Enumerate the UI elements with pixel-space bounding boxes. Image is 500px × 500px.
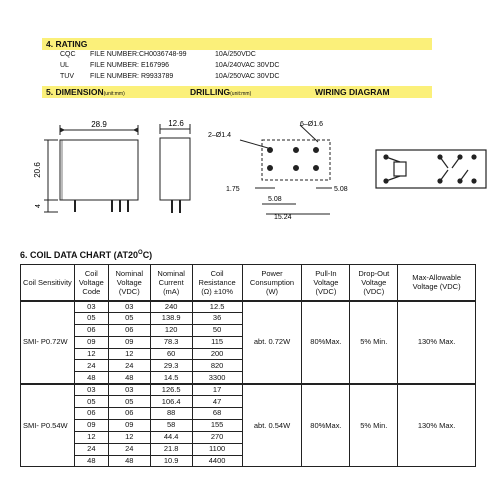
rating-spec: 10A/250VAC 30VDC	[215, 73, 280, 80]
coil-data-cell: 270	[192, 431, 242, 443]
coil-data-cell: 09	[74, 336, 108, 348]
coil-data-cell: 05	[74, 312, 108, 324]
coil-header-cell: Drop-Out Voltage (VDC)	[350, 265, 398, 301]
coil-header-cell: Coil Sensitivity	[21, 265, 75, 301]
coil-data-cell: 12	[74, 348, 108, 360]
coil-data-cell: 48	[108, 455, 150, 467]
dim-175-label: 1.75	[226, 186, 240, 193]
rating-agency: TUV	[60, 73, 74, 80]
coil-data-cell: 155	[192, 419, 242, 431]
relay-front-view	[44, 125, 138, 212]
dim-hole-large-label: 6–Ø1.6	[300, 121, 323, 128]
dim-width-label: 28.9	[91, 120, 107, 129]
rating-file: FILE NUMBER: E167996	[90, 62, 169, 69]
coil-data-cell: 240	[150, 301, 192, 313]
drop-out-voltage-cell: 5% Min.	[350, 301, 398, 384]
rating-heading-band	[42, 38, 432, 50]
coil-data-table	[20, 264, 476, 467]
coil-title-degree: O	[138, 250, 143, 256]
coil-data-cell: 120	[150, 324, 192, 336]
coil-header-row	[21, 265, 476, 301]
coil-data-cell: 06	[108, 324, 150, 336]
power-consumption-cell: abt. 0.72W	[242, 301, 302, 384]
coil-data-cell: 09	[108, 419, 150, 431]
coil-data-cell: 126.5	[150, 384, 192, 396]
coil-data-cell: 48	[108, 372, 150, 384]
dim-pin-label: 4	[35, 204, 42, 208]
coil-data-cell: 06	[108, 408, 150, 420]
coil-data-cell: 50	[192, 324, 242, 336]
coil-data-cell: 05	[108, 396, 150, 408]
coil-data-cell: 820	[192, 360, 242, 372]
coil-data-cell: 78.3	[150, 336, 192, 348]
coil-data-cell: 12.5	[192, 301, 242, 313]
coil-chart-title	[20, 250, 152, 260]
coil-table-body	[21, 301, 476, 467]
coil-title-text: 6. COIL DATA CHART (AT20	[20, 250, 139, 260]
rating-spec: 10A/240VAC 30VDC	[215, 62, 280, 69]
coil-data-cell: 60	[150, 348, 192, 360]
drilling-heading-unit: (unit:mm)	[230, 91, 252, 97]
coil-header-cell: Nominal Voltage (VDC)	[108, 265, 150, 301]
max-allowable-voltage-cell: 130% Max.	[398, 301, 476, 384]
coil-data-cell: 138.9	[150, 312, 192, 324]
coil-header-cell: Coil Resistance (Ω) ±10%	[192, 265, 242, 301]
coil-data-cell: 36	[192, 312, 242, 324]
coil-data-cell: 03	[108, 301, 150, 313]
coil-title-end: C)	[142, 250, 153, 260]
coil-data-cell: 10.9	[150, 455, 192, 467]
dim-508b-label: 5.08	[334, 186, 348, 193]
pull-in-voltage-cell: 80%Max.	[302, 384, 350, 467]
coil-data-cell: 106.4	[150, 396, 192, 408]
coil-data-cell: 03	[108, 384, 150, 396]
coil-data-cell: 44.4	[150, 431, 192, 443]
coil-data-cell: 12	[74, 431, 108, 443]
coil-data-cell: 17	[192, 384, 242, 396]
coil-sensitivity-cell: SMI- P0.54W	[21, 384, 75, 467]
coil-data-cell: 14.5	[150, 372, 192, 384]
coil-header-cell: Coil Voltage Code	[74, 265, 108, 301]
coil-data-cell: 4400	[192, 455, 242, 467]
dim-hole-small-label: 2–Ø1.4	[208, 132, 231, 139]
coil-sensitivity-cell: SMI- P0.72W	[21, 301, 75, 384]
coil-data-cell: 115	[192, 336, 242, 348]
coil-header-cell: Power Consumption (W)	[242, 265, 302, 301]
wiring-heading: WIRING DIAGRAM	[315, 87, 390, 97]
relay-side-view	[160, 124, 190, 213]
rating-agency: CQC	[60, 51, 76, 58]
coil-data-cell: 24	[108, 360, 150, 372]
coil-data-cell: 48	[74, 455, 108, 467]
coil-data-cell: 09	[74, 419, 108, 431]
dim-508a-label: 5.08	[268, 196, 282, 203]
coil-data-cell: 24	[108, 443, 150, 455]
coil-data-cell: 21.8	[150, 443, 192, 455]
coil-data-cell: 68	[192, 408, 242, 420]
drilling-heading-text: DRILLING	[190, 87, 231, 97]
drop-out-voltage-cell: 5% Min.	[350, 384, 398, 467]
coil-data-cell: 05	[108, 312, 150, 324]
dimension-heading-text: 5. DIMENSION	[46, 87, 104, 97]
table-row	[21, 301, 476, 313]
coil-data-cell: 03	[74, 301, 108, 313]
dimension-heading-unit: (unit:mm)	[103, 91, 125, 97]
rating-file: FILE NUMBER: R9933789	[90, 73, 174, 80]
coil-data-cell: 06	[74, 408, 108, 420]
coil-data-cell: 29.3	[150, 360, 192, 372]
coil-data-cell: 12	[108, 431, 150, 443]
dim-depth-label: 12.6	[168, 119, 184, 128]
coil-data-cell: 06	[74, 324, 108, 336]
coil-header-cell: Pull-In Voltage (VDC)	[302, 265, 350, 301]
coil-data-cell: 47	[192, 396, 242, 408]
coil-data-cell: 1100	[192, 443, 242, 455]
rating-agency: UL	[60, 62, 69, 69]
coil-data-cell: 200	[192, 348, 242, 360]
coil-data-cell: 3300	[192, 372, 242, 384]
rating-spec: 10A/250VDC	[215, 51, 256, 58]
coil-data-cell: 05	[74, 396, 108, 408]
coil-data-cell: 03	[74, 384, 108, 396]
rating-heading: 4. RATING	[46, 39, 88, 49]
coil-data-cell: 24	[74, 360, 108, 372]
max-allowable-voltage-cell: 130% Max.	[398, 384, 476, 467]
drilling-heading	[190, 86, 251, 100]
dimension-heading	[46, 86, 125, 100]
coil-data-cell: 12	[108, 348, 150, 360]
coil-data-cell: 48	[74, 372, 108, 384]
rating-file: FILE NUMBER:CH0036748-99	[90, 51, 187, 58]
dim-height-label: 20.6	[33, 162, 42, 178]
wiring-diagram	[376, 150, 486, 188]
dim-1524-label: 15.24	[274, 214, 292, 221]
coil-header-cell: Nominal Current (mA)	[150, 265, 192, 301]
coil-data-cell: 09	[108, 336, 150, 348]
coil-header-cell: Max-Allowable Voltage (VDC)	[398, 265, 476, 301]
dimension-drawings	[0, 112, 500, 232]
power-consumption-cell: abt. 0.54W	[242, 384, 302, 467]
coil-data-cell: 24	[74, 443, 108, 455]
coil-data-cell: 88	[150, 408, 192, 420]
drilling-pattern	[240, 125, 332, 214]
pull-in-voltage-cell: 80%Max.	[302, 301, 350, 384]
table-row	[21, 384, 476, 396]
coil-data-cell: 58	[150, 419, 192, 431]
